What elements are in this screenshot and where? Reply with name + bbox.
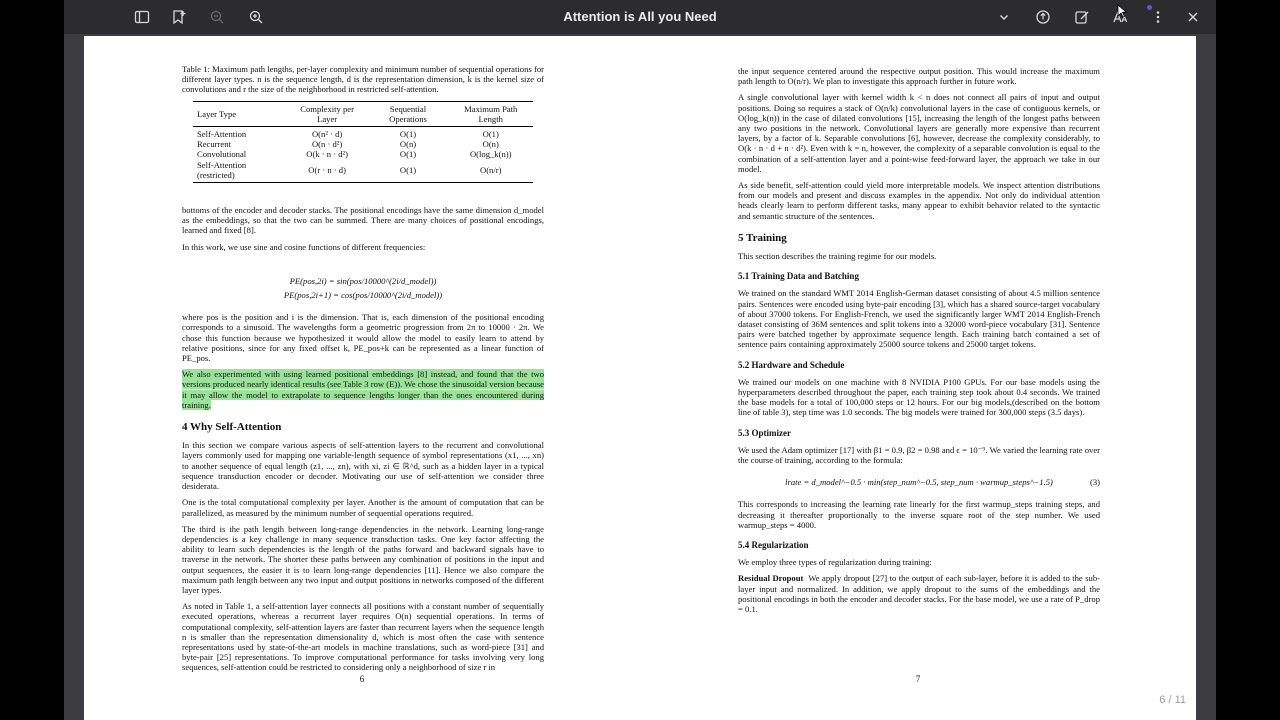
table-header: Layer Type bbox=[193, 101, 287, 126]
paragraph: We used the Adam optimizer [17] with β1 = 0.9, β2 = 0.98 and ϵ = 10⁻⁹. We varied the learning rate over the course of training, according to the formula: bbox=[738, 444, 1100, 466]
table-row bbox=[193, 127, 533, 140]
paragraph: We trained our models on one machine with 8 NVIDIA P100 GPUs. For our base models using the hyperparameters described throughout the paper, each training step took about 0.4 seconds. We trained the base models for a total of 100,000 steps or 12 hours. For our big models,(described on the bottom line of table 3), step time was 1.0 seconds. The big models were trained for 300,000 steps (3.5 days). bbox=[738, 376, 1100, 418]
paragraph: In this section we compare various aspects of self-attention layers to the recurrent and convolutional layers commonly used for mapping one variable-length sequence of symbol representations (x1, ..., xn) to another sequence of equal length (z1, ..., zn), with xi, zi ∈ ℝ^d, such as a hidden layer in a typical sequence transduction encoder or decoder. Motivating our use of self-attention we consider three desiderata. bbox=[182, 440, 544, 492]
paragraph: We apply dropout [27] to the output of each sub-layer, before it is added to the sub-layer input and normalized. In addition, we apply dropout to the sums of the embeddings and the positional encodings in both the encoder and decoder stacks. For the base model, we use a rate of P_drop = 0.1. bbox=[738, 573, 1101, 614]
paragraph: A single convolutional layer with kernel width k < n does not connect all pairs of input and output positions. Doing so requires a stack of O(n/k) convolutional layers in the case of contiguous kernels, or O(log_k(n)) in the case of dilated convolutions [15], increasing the length of the longest paths between any two positions in the network. Convolutional layers are generally more expensive than recurrent layers, by a factor of k. Separable convolutions [6], however, decrease the complexity considerably, to O(k · n · d + n · d²). Even with k = n, however, the complexity of a separable convolution is equal to the combination of a self-attention layer and a point-wise feed-forward layer, the approach we take in our model. bbox=[738, 92, 1100, 174]
paragraph: One is the total computational complexity per layer. Another is the amount of computation that can be parallelized, as measured by the minimum number of sequential operations required. bbox=[182, 497, 544, 518]
pdf-page-6 bbox=[84, 36, 640, 720]
table-row bbox=[193, 149, 533, 159]
table-cell: O(n² · d) bbox=[311, 129, 343, 140]
table-cell: Self-Attention bbox=[197, 129, 247, 140]
table-cell: O(r · n · d) bbox=[287, 160, 368, 183]
page-6-column bbox=[182, 64, 544, 679]
complexity-table bbox=[193, 101, 533, 183]
highlighted-paragraph[interactable]: We also experimented with using learned positional embeddings [8] instead, and found that the two versions produced nearly identical results (see Table 3 row (E)). We chose the sinusoidal version because it may allow the model to extrapolate to sequence lengths longer than the ones encountered during training. bbox=[182, 369, 544, 410]
table-cell: O(n) bbox=[399, 139, 417, 150]
table-header: Complexity per Layer bbox=[287, 101, 368, 126]
table-cell: O(n/r) bbox=[448, 160, 533, 183]
close-icon[interactable] bbox=[1181, 5, 1205, 29]
equation: PE(pos,2i) = sin(pos/10000^(2i/d_model)) bbox=[289, 275, 437, 286]
equation-row bbox=[738, 477, 1100, 489]
paragraph: We trained on the standard WMT 2014 English-German dataset consisting of about 4.5 million sentence pairs. Sentences were encoded using byte-pair encoding [3], which has a shared source-target vocabulary of about 37000 tokens. For English-French, we used the significantly larger WMT 2014 English-French dataset consisting of 36M sentences and split tokens into a 32000 word-piece vocabulary [31]. Sentence pairs were batched together by approximate sequence length. Each training batch contained a set of sentence pairs containing approximately 25000 source tokens and 25000 target tokens. bbox=[738, 288, 1100, 350]
subsection-heading: 5.1 Training Data and Batching bbox=[738, 271, 859, 282]
table-cell: O(log_k(n)) bbox=[469, 149, 512, 160]
paragraph: This section describes the training regime for our models. bbox=[738, 251, 937, 262]
equation: PE(pos,2i+1) = cos(pos/10000^(2i/d_model)) bbox=[283, 290, 443, 301]
table-header: Maximum Path Length bbox=[448, 101, 533, 126]
page-number: 7 bbox=[915, 674, 921, 684]
pdf-page-7 bbox=[640, 36, 1196, 720]
section-heading: 5 Training bbox=[738, 231, 787, 244]
page-number: 6 bbox=[359, 674, 365, 684]
subsection-heading: 5.3 Optimizer bbox=[738, 427, 791, 438]
table-cell: O(1) bbox=[399, 149, 417, 160]
page-7-column bbox=[738, 66, 1100, 620]
subsection-heading: 5.2 Hardware and Schedule bbox=[738, 359, 845, 370]
paragraph: where pos is the position and i is the dimension. That is, each dimension of the positional encoding corresponds to a sinusoid. The wavelengths form a geometric progression from 2π to 10000 · 2π. We chose this function because we hypothesized it would allow the model to easily learn to attend by relative positions, since for any fixed offset k, PE_pos+k can be represented as a linear function of PE_pos. bbox=[182, 312, 544, 364]
document-title: Attention is All you Need bbox=[563, 9, 717, 24]
table-cell: O(n · d²) bbox=[311, 139, 343, 150]
left-background bbox=[0, 0, 64, 720]
table-cell: Convolutional bbox=[197, 149, 247, 160]
equation: lrate = d_model^−0.5 · min(step_num^−0.5, step_num · warmup_steps^−1.5) bbox=[785, 477, 1053, 488]
status-dot bbox=[1147, 5, 1152, 10]
table-cell: O(k · n · d²) bbox=[306, 149, 348, 160]
paragraph: bottoms of the encoder and decoder stacks. The positional encodings have the same dimension d_model as the embeddings, so that the two can be summed. There are many choices of positional encodings, learned and fixed [8]. bbox=[182, 205, 544, 236]
right-background bbox=[1216, 0, 1280, 720]
table-cell: O(n) bbox=[482, 139, 499, 150]
paragraph: We employ three types of regularization during training: bbox=[738, 557, 932, 568]
paragraph: As noted in Table 1, a self-attention layer connects all positions with a constant number of sequentially executed operations, whereas a recurrent layer requires O(n) sequential operations. In terms of computational complexity, self-attention layers are faster than recurrent layers when the sequence length n is smaller than the representation dimensionality d, which is most often the case with sentence representations used by state-of-the-art models in machine translations, such as word-piece [31] and byte-pair [25] representations. To improve computational performance for tasks involving very long sequences, self-attention could be restricted to considering only a neighborhood of size r in bbox=[182, 601, 544, 673]
edit-icon[interactable] bbox=[1070, 5, 1094, 29]
paragraph: As side benefit, self-attention could yield more interpretable models. We inspect attention distributions from our models and present and discuss examples in the appendix. Not only do individual attention heads clearly learn to perform different tasks, many appear to exhibit behavior related to the syntactic and semantic structure of the sentences. bbox=[738, 180, 1100, 221]
table-cell: O(1) bbox=[368, 160, 449, 183]
mouse-cursor-icon bbox=[1117, 4, 1127, 18]
table-row bbox=[193, 139, 533, 149]
paragraph: This corresponds to increasing the learning rate linearly for the first warmup_steps training steps, and decreasing it thereafter proportionally to the inverse square root of the step number. We used warmup_steps = 4000. bbox=[738, 499, 1100, 530]
table-row bbox=[193, 160, 533, 183]
table-cell: O(1) bbox=[482, 129, 499, 140]
table-caption: Table 1: Maximum path lengths, per-layer complexity and minimum number of sequential operations for different layer types. n is the sequence length, d is the representation dimension, k is the kernel size of convolutions and r the size of the neighborhood in restricted self-attention. bbox=[182, 64, 544, 95]
equation-number: (3) bbox=[1089, 477, 1100, 488]
table-cell: Self-Attention (restricted) bbox=[193, 160, 287, 183]
paragraph-label: Residual Dropout bbox=[738, 573, 804, 584]
chevron-down-icon[interactable] bbox=[992, 5, 1016, 29]
share-icon[interactable] bbox=[1031, 5, 1055, 29]
subsection-heading: 5.4 Regularization bbox=[738, 539, 809, 550]
pdf-viewer-window bbox=[64, 0, 1216, 720]
table-header: Sequential Operations bbox=[368, 101, 449, 126]
table-cell: Recurrent bbox=[197, 139, 231, 150]
section-heading: 4 Why Self-Attention bbox=[182, 421, 282, 434]
toolbar bbox=[64, 0, 1216, 34]
table-cell: O(1) bbox=[399, 129, 417, 140]
paragraph: the input sequence centered around the respective output position. This would increase the maximum path length to O(n/r). We plan to investigate this approach further in future work. bbox=[738, 66, 1100, 87]
page-counter: 6 / 11 bbox=[1159, 694, 1186, 706]
paragraph: In this work, we use sine and cosine functions of different frequencies: bbox=[182, 241, 426, 252]
paragraph: The third is the path length between long-range dependencies in the network. Learning long-range dependencies is a key challenge in many sequence transduction tasks. One key factor affecting the ability to learn such dependencies is the length of the paths forward and backward signals have to traverse in the network. The shorter these paths between any combination of positions in the input and output sequences, the easier it is to learn long-range dependencies [11]. Hence we also compare the maximum path length between any two input and output positions in networks composed of the different layer types. bbox=[182, 523, 544, 595]
